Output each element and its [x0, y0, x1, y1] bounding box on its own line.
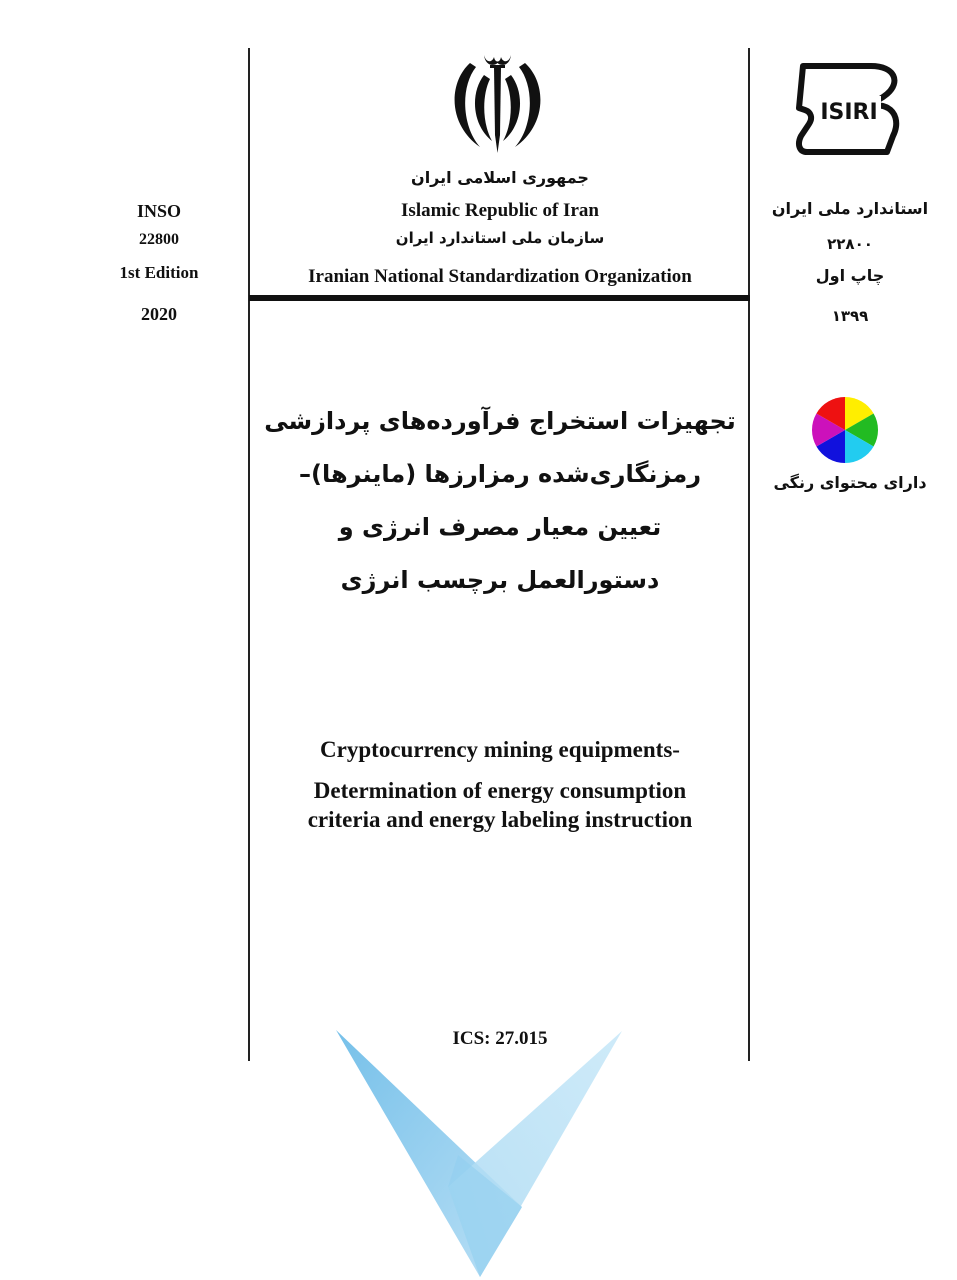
year: 2020: [141, 304, 177, 324]
title-fa: [262, 395, 738, 607]
blue-v-watermark-icon: [330, 1025, 630, 1280]
title-fa-line: تعیین معیار مصرف انرژی و: [338, 513, 662, 541]
country-name-en: Islamic Republic of Iran: [401, 200, 599, 221]
isiri-logo-icon: [795, 62, 903, 156]
org-name-fa: سازمان ملی استاندارد ایران: [395, 229, 605, 247]
title-en-line: Cryptocurrency mining equipments-: [320, 737, 680, 762]
standard-number-fa: ۲۲۸۰۰: [827, 235, 873, 253]
iran-emblem-icon: [440, 45, 555, 160]
edition-fa: چاپ اول: [815, 266, 885, 285]
color-content-note: دارای محتوای رنگی: [773, 473, 927, 492]
svg-text:ISIRI: ISIRI: [820, 100, 878, 125]
title-fa-line: رمزنگاری‌شده رمزارزها (ماینرها)–: [298, 460, 702, 488]
title-en-line: criteria and energy labeling instruction: [307, 807, 693, 832]
country-name-fa: جمهوری اسلامی ایران: [411, 168, 589, 187]
org-name-en: Iranian National Standardization Organization: [308, 266, 692, 287]
title-fa-line: دستورالعمل برچسب انرژی: [340, 566, 660, 594]
standard-label-fa: استاندارد ملی ایران: [771, 199, 929, 218]
header-rule: [249, 295, 750, 301]
title-fa-line: تجهیزات استخراج فرآورده‌های پردازشی: [264, 407, 736, 435]
ics-code: ICS: 27.015: [452, 1028, 548, 1049]
year-fa: ۱۳۹۹: [831, 307, 869, 325]
color-wheel-icon: [812, 397, 878, 463]
standard-number: 22800: [139, 231, 179, 248]
edition: 1st Edition: [119, 263, 199, 282]
org-abbr: INSO: [136, 201, 181, 221]
title-en: [262, 735, 738, 834]
title-en-line: Determination of energy consumption: [313, 778, 687, 803]
